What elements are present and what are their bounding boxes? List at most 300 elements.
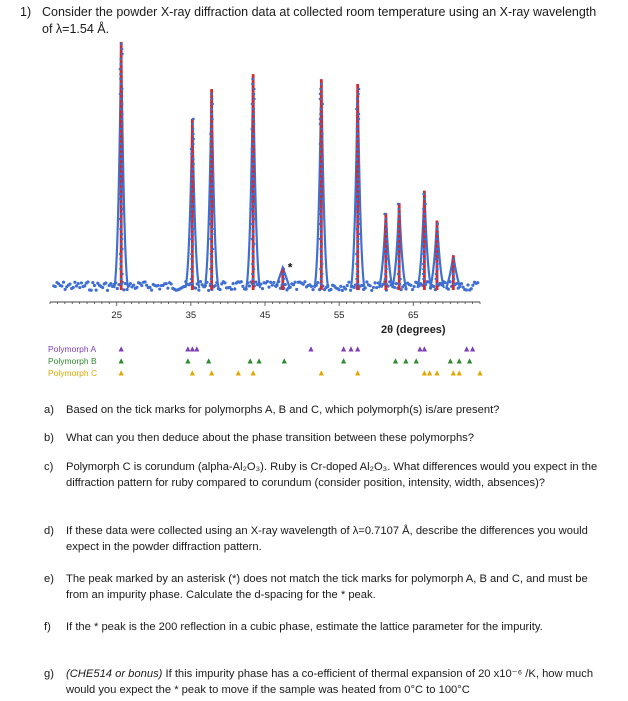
part-text: If this impurity phase has a co-efficient of thermal expansion of 20 x10⁻⁶ /K, how much would you expect the * peak to move if the sample was heated from 0°C to 100°C: [66, 668, 594, 696]
polymorph-tick: [427, 370, 432, 375]
observed-point: [357, 93, 360, 96]
observed-point: [356, 123, 359, 126]
part-prefix: (CHE514 or bonus): [66, 668, 163, 680]
observed-point: [190, 278, 193, 281]
observed-point: [399, 278, 402, 281]
background-point: [444, 281, 447, 284]
polymorph-tick: [457, 358, 462, 363]
observed-point: [423, 253, 426, 256]
observed-point: [120, 203, 123, 206]
observed-point: [252, 213, 255, 216]
observed-point: [190, 258, 193, 261]
observed-point: [397, 253, 400, 256]
background-point: [72, 286, 75, 289]
observed-point: [210, 148, 213, 151]
observed-point: [397, 248, 400, 251]
observed-point: [121, 123, 124, 126]
observed-point: [119, 258, 122, 261]
observed-point: [397, 228, 400, 231]
observed-point: [119, 268, 122, 271]
background-point: [166, 287, 169, 290]
observed-point: [424, 228, 427, 231]
observed-point: [121, 248, 124, 251]
observed-point: [120, 213, 123, 216]
observed-point: [422, 193, 425, 196]
observed-point: [319, 208, 322, 211]
background-point: [223, 281, 226, 284]
part-text: If the * peak is the 200 reflection in a cubic phase, estimate the lattice parameter for the impurity.: [66, 621, 543, 633]
observed-point: [209, 153, 212, 156]
x-tick-label: 65: [407, 310, 419, 321]
observed-point: [252, 278, 255, 281]
observed-point: [252, 268, 255, 271]
observed-point: [319, 188, 322, 191]
background-point: [411, 288, 414, 291]
observed-point: [251, 128, 254, 131]
observed-point: [357, 233, 360, 236]
polymorph-tick: [341, 346, 346, 351]
observed-point: [357, 173, 360, 176]
observed-point: [282, 268, 285, 271]
background-point: [413, 285, 416, 288]
background-point: [233, 287, 236, 290]
background-point: [54, 285, 57, 288]
observed-point: [397, 243, 400, 246]
observed-point: [320, 128, 323, 131]
observed-point: [209, 158, 212, 161]
observed-point: [252, 218, 255, 221]
background-point: [230, 288, 233, 291]
observed-point: [319, 123, 322, 126]
observed-point: [211, 228, 214, 231]
observed-point: [190, 218, 193, 221]
observed-point: [356, 273, 359, 276]
observed-point: [355, 263, 358, 266]
observed-point: [422, 263, 425, 266]
observed-point: [190, 148, 193, 151]
observed-point: [397, 273, 400, 276]
observed-point: [119, 193, 122, 196]
polymorph-tick: [190, 370, 195, 375]
observed-point: [251, 103, 254, 106]
polymorph-tick: [451, 370, 456, 375]
observed-point: [452, 263, 455, 266]
observed-point: [191, 173, 194, 176]
observed-point: [422, 208, 425, 211]
observed-point: [423, 248, 426, 251]
observed-point: [385, 263, 388, 266]
background-point: [295, 288, 298, 291]
observed-point: [251, 273, 254, 276]
background-point: [240, 280, 243, 283]
observed-point: [191, 208, 194, 211]
observed-point: [120, 243, 123, 246]
observed-point: [356, 103, 359, 106]
observed-point: [191, 228, 194, 231]
observed-point: [319, 268, 322, 271]
observed-point: [356, 183, 359, 186]
observed-point: [190, 188, 193, 191]
observed-point: [252, 163, 255, 166]
observed-point: [321, 158, 324, 161]
observed-point: [251, 178, 254, 181]
background-point: [471, 284, 474, 287]
observed-point: [190, 268, 193, 271]
observed-point: [321, 138, 324, 141]
observed-point: [190, 183, 193, 186]
observed-point: [319, 153, 322, 156]
polymorph-tick: [464, 346, 469, 351]
observed-point: [385, 228, 388, 231]
part-text: The peak marked by an asterisk (*) does not match the tick marks for polymorph A, B and C, and must be from an impurity phase. Calculate the d-spacing for the * peak.: [66, 573, 588, 601]
observed-point: [385, 258, 388, 261]
polymorph-label: Polymorph C: [48, 368, 98, 378]
observed-point: [423, 218, 426, 221]
observed-point: [357, 118, 360, 121]
observed-point: [385, 253, 388, 256]
observed-point: [436, 268, 439, 271]
observed-point: [210, 183, 213, 186]
observed-point: [192, 128, 195, 131]
observed-point: [356, 268, 359, 271]
background-point: [316, 281, 319, 284]
observed-point: [252, 228, 255, 231]
observed-point: [321, 133, 324, 136]
observed-point: [191, 168, 194, 171]
observed-point: [435, 238, 438, 241]
observed-point: [320, 283, 323, 286]
observed-point: [252, 93, 255, 96]
polymorph-tick: [251, 370, 256, 375]
polymorph-tick: [248, 358, 253, 363]
observed-point: [210, 258, 213, 261]
background-point: [347, 281, 350, 284]
observed-point: [320, 83, 323, 86]
part-text: What can you then deduce about the phase transition between these polymorphs?: [66, 432, 474, 444]
observed-point: [357, 243, 360, 246]
observed-point: [423, 223, 426, 226]
polymorph-tick: [185, 346, 190, 351]
observed-point: [209, 238, 212, 241]
background-point: [150, 288, 153, 291]
observed-point: [319, 88, 322, 91]
polymorph-tick: [206, 358, 211, 363]
polymorph-tick: [319, 370, 324, 375]
observed-point: [253, 243, 256, 246]
observed-point: [355, 203, 358, 206]
observed-point: [435, 278, 438, 281]
observed-point: [211, 263, 214, 266]
observed-point: [357, 113, 360, 116]
polymorph-tick: [341, 358, 346, 363]
observed-point: [422, 278, 425, 281]
observed-point: [356, 258, 359, 261]
background-point: [232, 282, 235, 285]
observed-point: [320, 228, 323, 231]
polymorph-tick: [256, 358, 261, 363]
observed-point: [190, 198, 193, 201]
polymorph-tick: [403, 358, 408, 363]
observed-point: [251, 148, 254, 151]
part-text: Polymorph C is corundum (alpha-Al₂O₃). Ruby is Cr-doped Al₂O₃. What differences would you expect in the diffraction pattern for ruby compared to corundum (consider position, intensity, width, absences)?: [66, 461, 598, 489]
observed-point: [209, 223, 212, 226]
background-point: [80, 281, 83, 284]
observed-point: [211, 103, 214, 106]
observed-point: [357, 153, 360, 156]
background-point: [344, 287, 347, 290]
observed-point: [190, 213, 193, 216]
background-point: [77, 282, 80, 285]
observed-point: [357, 88, 360, 91]
background-point: [62, 281, 65, 284]
observed-point: [436, 233, 439, 236]
x-tick-label: 45: [259, 310, 271, 321]
observed-point: [252, 283, 255, 286]
observed-point: [252, 108, 255, 111]
observed-point: [119, 173, 122, 176]
observed-point: [119, 133, 122, 136]
observed-point: [435, 273, 438, 276]
part-label: g): [44, 668, 54, 680]
polymorph-tick: [355, 370, 360, 375]
background-point: [68, 282, 71, 285]
observed-point: [190, 253, 193, 256]
background-point: [476, 281, 479, 284]
observed-point: [209, 143, 212, 146]
observed-point: [120, 148, 123, 151]
observed-point: [251, 153, 254, 156]
observed-point: [356, 133, 359, 136]
background-point: [346, 284, 349, 287]
observed-point: [384, 273, 387, 276]
observed-point: [191, 203, 194, 206]
observed-point: [192, 163, 195, 166]
observed-point: [423, 258, 426, 261]
background-point: [261, 287, 264, 290]
observed-point: [422, 268, 425, 271]
observed-point: [422, 273, 425, 276]
background-point: [269, 281, 272, 284]
polymorph-label: Polymorph A: [48, 344, 97, 354]
observed-point: [423, 238, 426, 241]
observed-point: [319, 113, 322, 116]
observed-point: [357, 178, 360, 181]
background-point: [341, 289, 344, 292]
background-point: [158, 287, 161, 290]
observed-point: [121, 48, 124, 51]
observed-point: [251, 238, 254, 241]
background-point: [372, 286, 375, 289]
observed-point: [190, 238, 193, 241]
observed-point: [355, 108, 358, 111]
observed-point: [120, 188, 123, 191]
observed-point: [319, 108, 322, 111]
observed-point: [210, 198, 213, 201]
observed-point: [210, 168, 213, 171]
background-point: [132, 284, 135, 287]
observed-point: [210, 138, 213, 141]
observed-point: [355, 278, 358, 281]
observed-point: [252, 113, 255, 116]
background-point: [294, 281, 297, 284]
observed-point: [211, 178, 214, 181]
background-point: [349, 289, 352, 292]
observed-point: [357, 283, 360, 286]
observed-point: [452, 258, 455, 261]
observed-point: [120, 223, 123, 226]
background-point: [156, 284, 159, 287]
polymorph-tick: [282, 358, 287, 363]
observed-point: [437, 243, 440, 246]
observed-point: [211, 248, 214, 251]
observed-point: [397, 223, 400, 226]
observed-point: [320, 258, 323, 261]
observed-point: [320, 163, 323, 166]
background-point: [370, 289, 373, 292]
observed-point: [209, 268, 212, 271]
background-point: [373, 281, 376, 284]
observed-point: [355, 208, 358, 211]
polymorph-tick: [470, 346, 475, 351]
observed-point: [384, 278, 387, 281]
observed-point: [253, 88, 256, 91]
x-axis-title: 2θ (degrees): [380, 324, 446, 336]
observed-point: [321, 263, 324, 266]
polymorph-tick: [355, 346, 360, 351]
question-text: Consider the powder X-ray diffraction data at collected room temperature using an X-ray wavelength of λ=1.54 Å.: [42, 5, 597, 36]
observed-point: [252, 118, 255, 121]
observed-point: [436, 253, 439, 256]
background-point: [369, 284, 372, 287]
background-point: [86, 280, 89, 283]
observed-point: [120, 153, 123, 156]
observed-point: [355, 158, 358, 161]
observed-point: [423, 213, 426, 216]
observed-point: [436, 263, 439, 266]
observed-point: [357, 218, 360, 221]
observed-point: [436, 228, 439, 231]
observed-point: [121, 168, 124, 171]
background-point: [214, 284, 217, 287]
observed-point: [436, 283, 439, 286]
background-point: [78, 286, 81, 289]
observed-point: [191, 223, 194, 226]
observed-point: [119, 143, 122, 146]
polymorph-label: Polymorph B: [48, 356, 97, 366]
observed-point: [356, 198, 359, 201]
observed-point: [251, 183, 254, 186]
observed-point: [121, 103, 124, 106]
background-point: [266, 280, 269, 283]
observed-point: [320, 218, 323, 221]
background-point: [311, 288, 314, 291]
observed-point: [356, 98, 359, 101]
observed-point: [209, 133, 212, 136]
observed-point: [385, 218, 388, 221]
observed-point: [319, 213, 322, 216]
observed-point: [121, 53, 124, 56]
observed-point: [321, 183, 324, 186]
observed-point: [282, 273, 285, 276]
observed-point: [383, 213, 386, 216]
observed-point: [119, 83, 122, 86]
background-point: [303, 280, 306, 283]
polymorph-tick: [467, 358, 472, 363]
observed-point: [252, 123, 255, 126]
observed-point: [251, 198, 254, 201]
observed-point: [210, 243, 213, 246]
observed-point: [252, 138, 255, 141]
observed-point: [191, 273, 194, 276]
observed-point: [422, 243, 425, 246]
observed-point: [397, 218, 400, 221]
observed-point: [435, 258, 438, 261]
observed-point: [250, 168, 253, 171]
observed-point: [452, 273, 455, 276]
observed-point: [321, 203, 324, 206]
observed-point: [319, 118, 322, 121]
observed-point: [119, 128, 122, 131]
observed-point: [424, 203, 427, 206]
observed-point: [319, 98, 322, 101]
observed-point: [121, 113, 124, 116]
observed-point: [252, 158, 255, 161]
observed-point: [211, 118, 214, 121]
observed-point: [252, 203, 255, 206]
x-tick-label: 25: [111, 310, 123, 321]
observed-point: [211, 98, 214, 101]
part-text: Based on the tick marks for polymorphs A, B and C, which polymorph(s) is/are present?: [66, 404, 500, 416]
observed-point: [191, 243, 194, 246]
part-text: If these data were collected using an X-ray wavelength of λ=0.7107 Å, describe the differences you would expect in the powder diffraction pattern.: [66, 525, 588, 553]
observed-point: [357, 168, 360, 171]
observed-point: [119, 58, 122, 61]
observed-point: [423, 198, 426, 201]
background-point: [122, 288, 125, 291]
observed-point: [119, 178, 122, 181]
observed-point: [209, 283, 212, 286]
observed-point: [436, 248, 439, 251]
observed-point: [252, 248, 255, 251]
background-point: [271, 284, 274, 287]
observed-point: [190, 153, 193, 156]
observed-point: [321, 103, 324, 106]
observed-point: [252, 258, 255, 261]
observed-point: [320, 278, 323, 281]
observed-point: [320, 243, 323, 246]
observed-point: [120, 163, 123, 166]
polymorph-tick: [209, 370, 214, 375]
observed-point: [252, 233, 255, 236]
polymorph-tick: [119, 358, 124, 363]
observed-point: [397, 203, 400, 206]
observed-point: [319, 143, 322, 146]
background-point: [73, 281, 76, 284]
part-label: e): [44, 573, 54, 585]
background-point: [197, 289, 200, 292]
observed-point: [210, 208, 213, 211]
observed-point: [357, 143, 360, 146]
background-point: [382, 283, 385, 286]
background-point: [207, 289, 210, 292]
observed-point: [252, 188, 255, 191]
observed-point: [397, 233, 400, 236]
polymorph-tick: [308, 346, 313, 351]
observed-point: [251, 223, 254, 226]
observed-point: [191, 193, 194, 196]
observed-point: [398, 268, 401, 271]
asterisk-marker: *: [287, 260, 293, 275]
